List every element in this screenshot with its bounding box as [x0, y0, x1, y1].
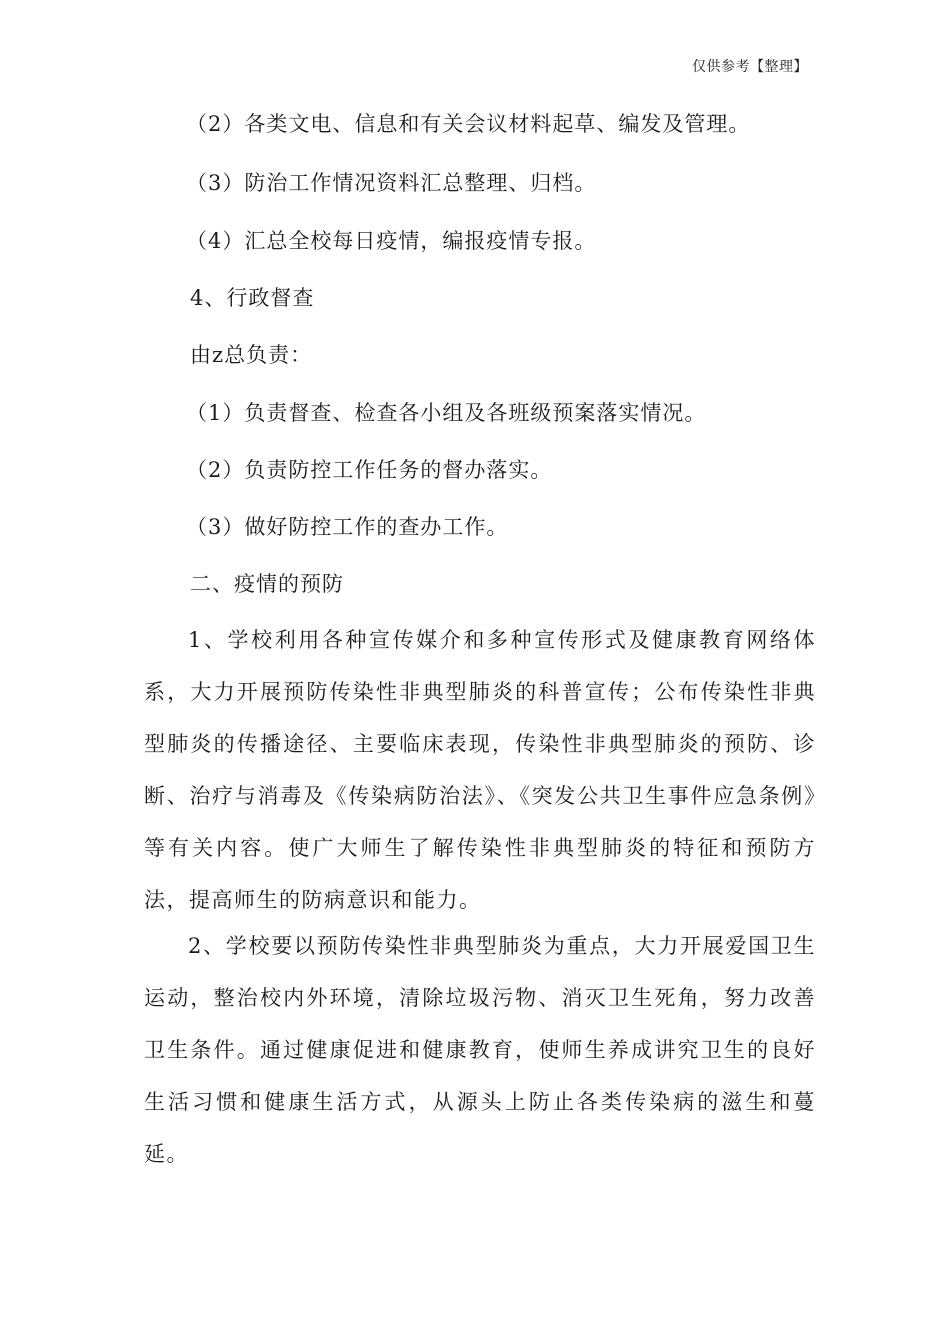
paragraph-sanitation: 2、学校要以预防传染性非典型肺炎为重点，大力开展爱国卫生运动，整治校内外环境，清除垃圾污物、消灭卫生死角，努力改善卫生条件。通过健康促进和健康教育，使师生养成讲究卫生的良好生活习惯和健康生活方式，从源头上防止各类传染病的滋生和蔓延。 [144, 934, 816, 1166]
list-item-investigation: （3）做好防控工作的查办工作。 [186, 515, 509, 539]
section-heading-prevention: 二、疫情的预防 [190, 572, 344, 596]
list-item-drafting: （2）各类文电、信息和有关会议材料起草、编发及管理。 [186, 112, 751, 136]
list-item-inspection: （1）负责督查、检查各小组及各班级预案落实情况。 [186, 401, 707, 425]
responsible-person-line: 由z总负责： [190, 343, 313, 367]
list-item-archiving: （3）防治工作情况资料汇总整理、归档。 [186, 171, 597, 195]
paragraph-publicity: 1、学校利用各种宣传媒介和多种宣传形式及健康教育网络体系，大力开展预防传染性非典型肺炎的科普宣传；公布传染性非典型肺炎的传播途径、主要临床表现，传染性非典型肺炎的预防、诊断、治疗与消毒及《传染病防治法》、《突发公共卫生事件应急条例》等有关内容。使广大师生了解传染性非典型肺炎的特征和预防方法，提高师生的防病意识和能力。 [144, 628, 816, 912]
section-heading-supervision: 4、行政督查 [190, 286, 315, 310]
list-item-supervise-tasks: （2）负责防控工作任务的督办落实。 [186, 458, 553, 482]
header-note: 仅供参考【整理】 [692, 59, 808, 75]
list-item-daily-report: （4）汇总全校每日疫情，编报疫情专报。 [186, 229, 597, 253]
